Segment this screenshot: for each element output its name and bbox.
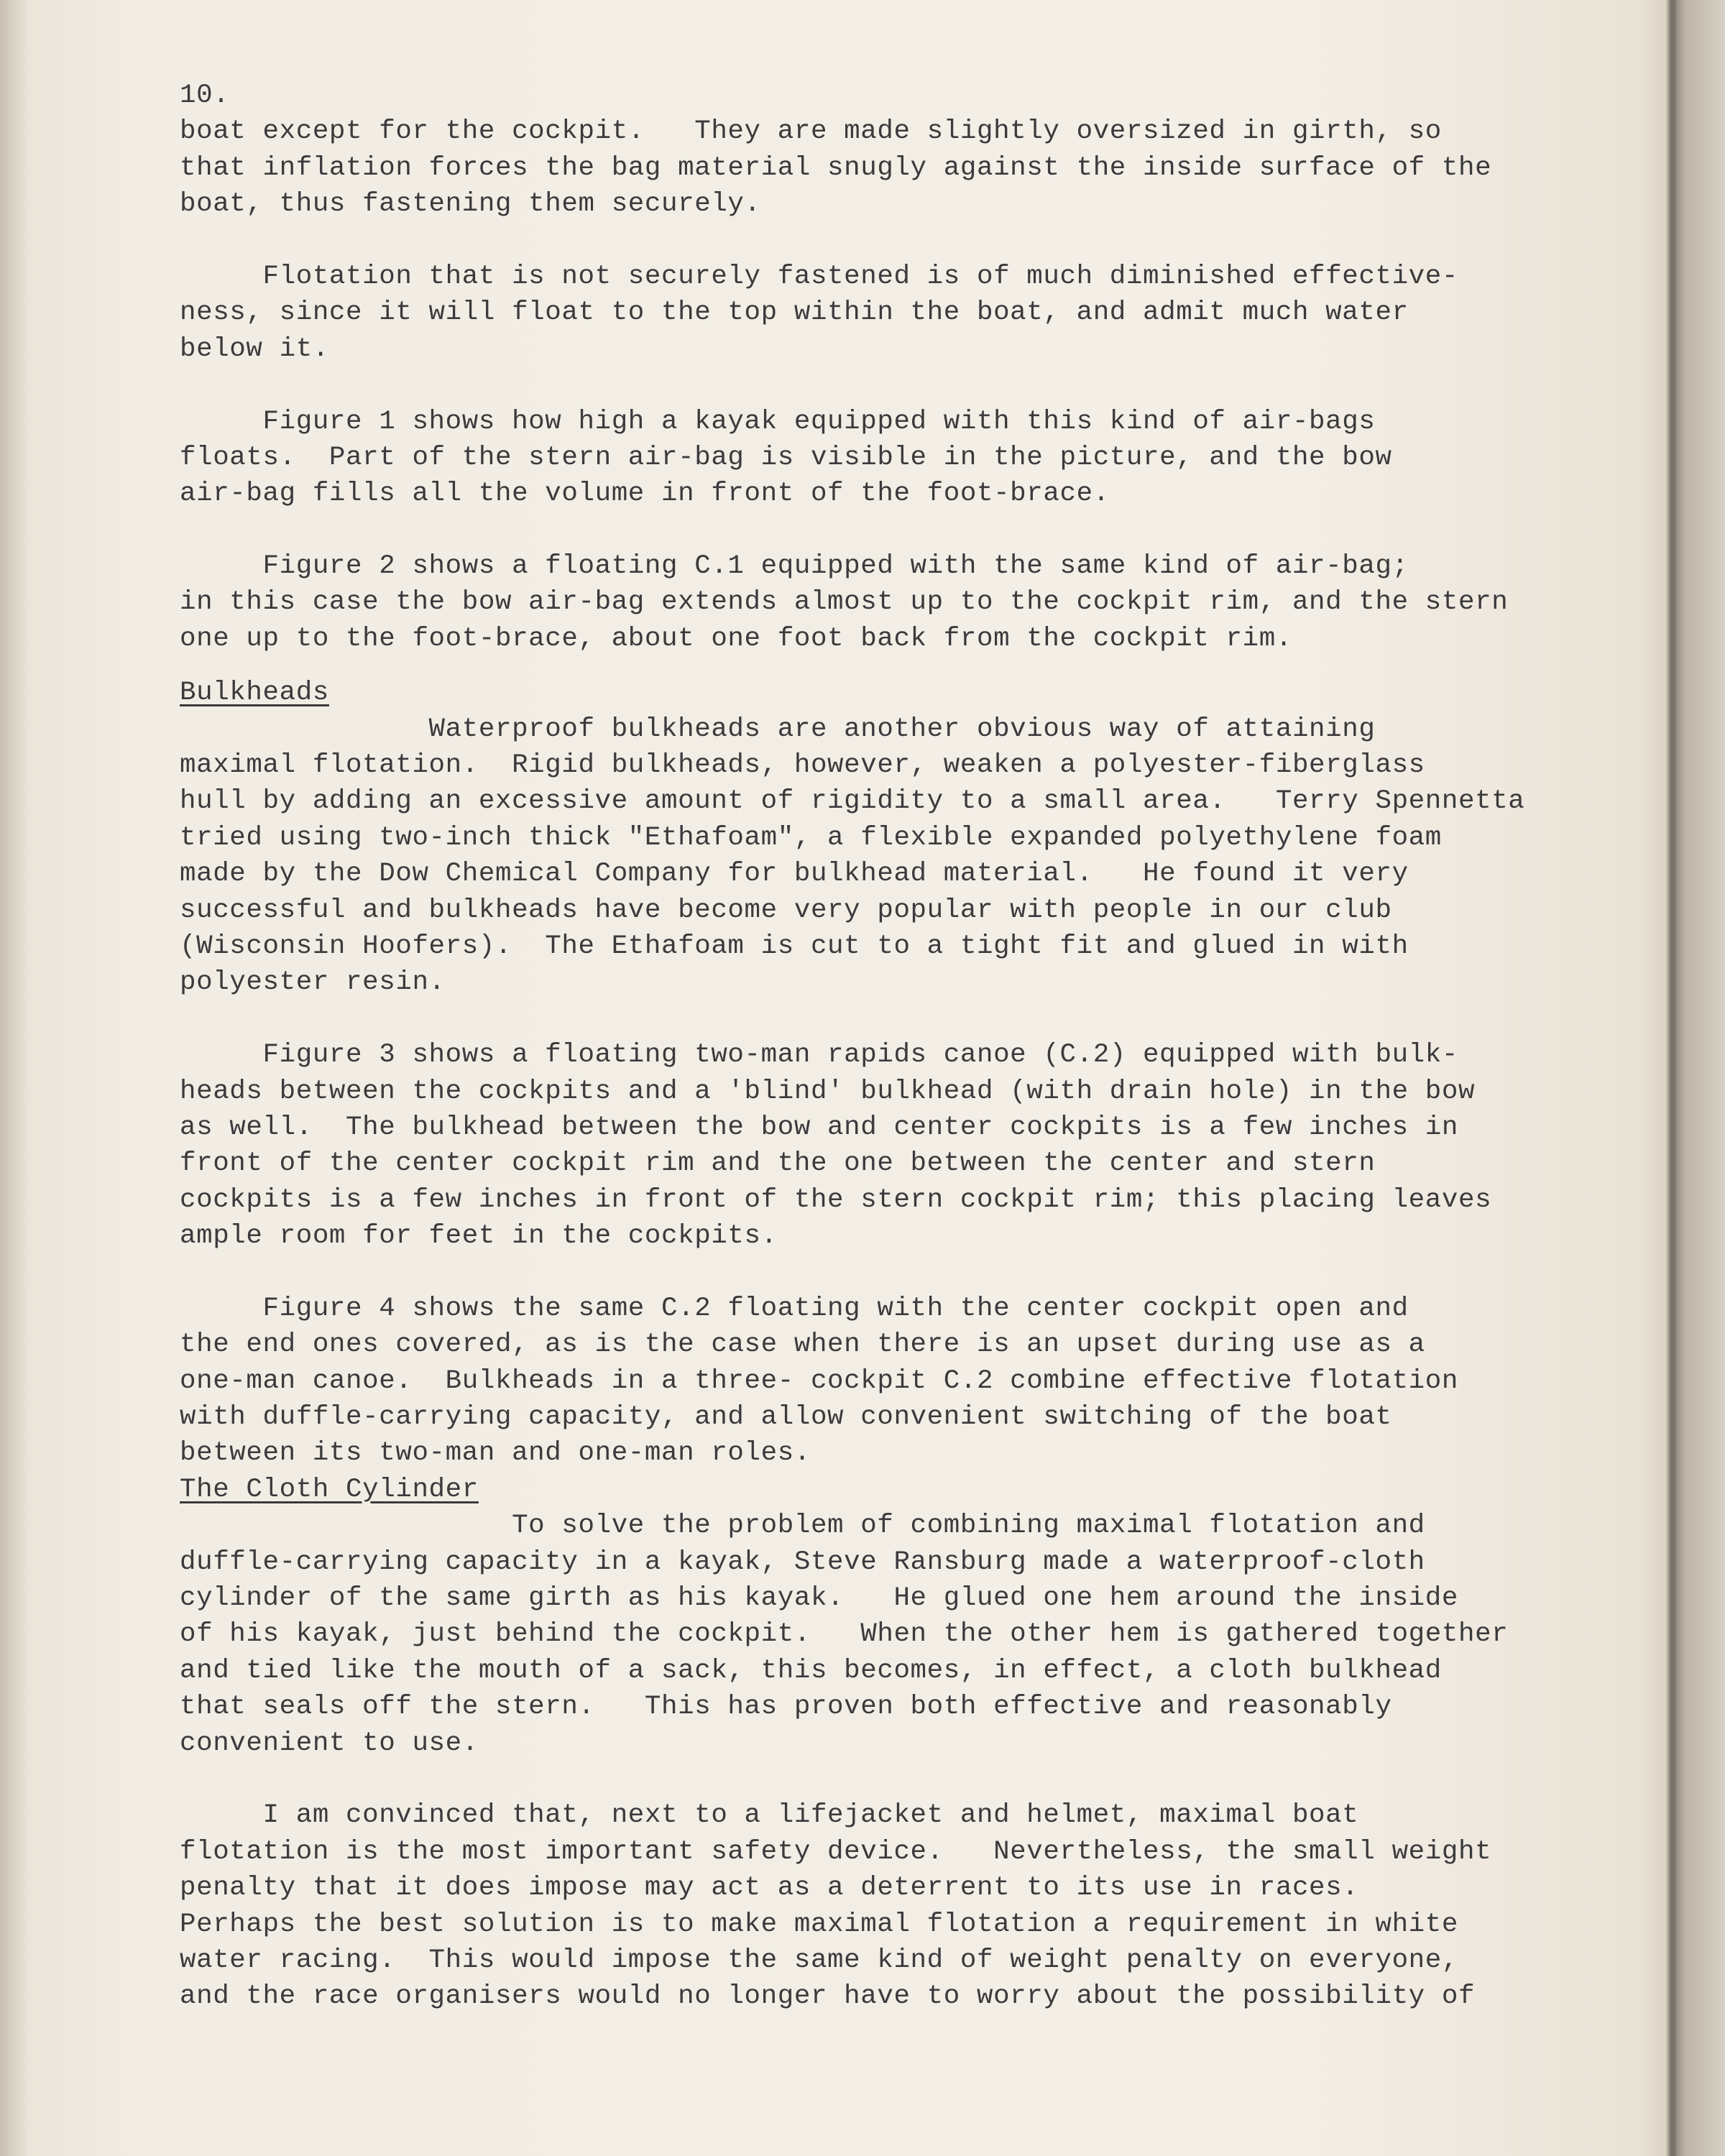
paragraph-line: front of the center cockpit rim and the one between the center and stern [180, 1148, 1376, 1179]
paragraph-line: hull by adding an excessive amount of rigidity to a small area. Terry Spennetta [180, 786, 1525, 817]
paragraph-line: I am convinced that, next to a lifejacket and helmet, maximal boat [180, 1800, 1359, 1831]
paragraph-line: penalty that it does impose may act as a deterrent to its use in races. [180, 1873, 1359, 1904]
paragraph-line: between its two-man and one-man roles. [180, 1438, 811, 1469]
paragraph-line: below it. [180, 333, 329, 364]
typewritten-text [180, 78, 1660, 2015]
paragraph-line: water racing. This would impose the same kind of weight penalty on everyone, [180, 1945, 1458, 1976]
paragraph-line: (Wisconsin Hoofers). The Ethafoam is cut to a tight fit and glued in with [180, 931, 1409, 962]
paragraph-line: Figure 1 shows how high a kayak equipped with this kind of air-bags [180, 406, 1376, 437]
paragraph-line: Perhaps the best solution is to make maximal flotation a requirement in white [180, 1909, 1458, 1940]
paragraph-line: made by the Dow Chemical Company for bulkhead material. He found it very [180, 859, 1409, 890]
paragraph-line: as well. The bulkhead between the bow and center cockpits is a few inches in [180, 1112, 1458, 1143]
paragraph-line: ness, since it will float to the top within the boat, and admit much water [180, 298, 1409, 328]
section-heading-bulkheads: Bulkheads [180, 678, 329, 709]
paragraph-line: heads between the cockpits and a 'blind' bulkhead (with drain hole) in the bow [180, 1076, 1476, 1107]
paragraph-line: and tied like the mouth of a sack, this becomes, in effect, a cloth bulkhead [180, 1655, 1442, 1686]
paragraph-line: cylinder of the same girth as his kayak. He glued one hem around the inside [180, 1583, 1458, 1614]
paragraph-line: one up to the foot-brace, about one foot back from the cockpit rim. [180, 623, 1292, 654]
paragraph-line: boat, thus fastening them securely. [180, 189, 761, 220]
paragraph-line: Figure 4 shows the same C.2 floating with the center cockpit open and [180, 1293, 1409, 1324]
paragraph-line: polyester resin. [180, 967, 446, 998]
paragraph-line: Flotation that is not securely fastened is of much diminished effective- [180, 261, 1458, 292]
paragraph-line: in this case the bow air-bag extends almost up to the cockpit rim, and the stern [180, 587, 1509, 618]
paragraph-line: cockpits is a few inches in front of the stern cockpit rim; this placing leaves [180, 1184, 1492, 1215]
paragraph-line: To solve the problem of combining maximal flotation and [180, 1511, 1425, 1542]
paragraph-line: ample room for feet in the cockpits. [180, 1221, 778, 1252]
paragraph-line: air-bag fills all the volume in front of the foot-brace. [180, 479, 1110, 510]
paragraph-line: with duffle-carrying capacity, and allow convenient switching of the boat [180, 1402, 1392, 1433]
page-number: 10. [180, 80, 230, 111]
paragraph-line: flotation is the most important safety device. Nevertheless, the small weight [180, 1836, 1492, 1867]
paragraph-line: one-man canoe. Bulkheads in a three- cockpit C.2 combine effective flotation [180, 1365, 1458, 1396]
paragraph-line: convenient to use. [180, 1728, 479, 1759]
paragraph-line: the end ones covered, as is the case when there is an upset during use as a [180, 1330, 1425, 1360]
paragraph-line: Figure 3 shows a floating two-man rapids canoe (C.2) equipped with bulk- [180, 1040, 1458, 1071]
paragraph-line: duffle-carrying capacity in a kayak, Steve Ransburg made a waterproof-cloth [180, 1547, 1425, 1577]
paragraph-line: that seals off the stern. This has proven both effective and reasonably [180, 1692, 1392, 1723]
paragraph-line: Figure 2 shows a floating C.1 equipped with the same kind of air-bag; [180, 551, 1409, 582]
section-heading-cloth-cylinder: The Cloth Cylinder [180, 1474, 479, 1505]
paragraph-line: Waterproof bulkheads are another obvious way of attaining [180, 714, 1376, 745]
page-binding-shadow [1666, 0, 1676, 2156]
paragraph-line: tried using two-inch thick "Ethafoam", a flexible expanded polyethylene foam [180, 822, 1442, 853]
paragraph-line: boat except for the cockpit. They are made slightly oversized in girth, so [180, 116, 1442, 147]
paragraph-line: maximal flotation. Rigid bulkheads, however, weaken a polyester-fiberglass [180, 750, 1425, 781]
paragraph-line: and the race organisers would no longer have to worry about the possibility of [180, 1981, 1476, 2012]
paragraph-line: floats. Part of the stern air-bag is visible in the picture, and the bow [180, 442, 1392, 473]
paragraph-line: successful and bulkheads have become very popular with people in our club [180, 895, 1392, 926]
paragraph-line: of his kayak, just behind the cockpit. When the other hem is gathered together [180, 1619, 1509, 1650]
paragraph-line: that inflation forces the bag material snugly against the inside surface of the [180, 152, 1492, 183]
